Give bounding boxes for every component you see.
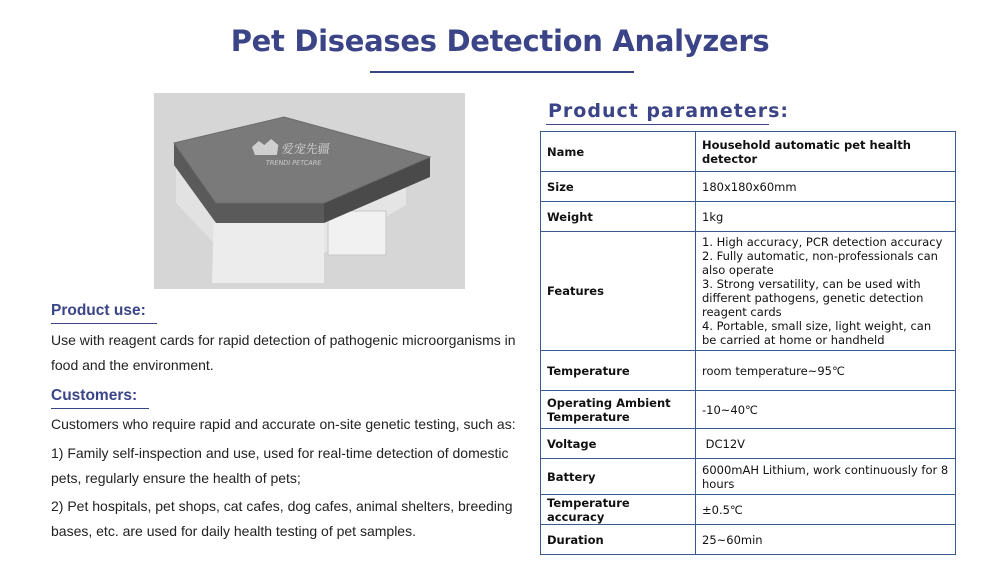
- param-row-duration: [541, 525, 956, 555]
- param-key: Temperature: [541, 351, 696, 391]
- param-value: ±0.5℃: [696, 495, 956, 525]
- param-key: Duration: [541, 525, 696, 555]
- params-table: [540, 131, 956, 555]
- param-row-temperature-accuracy: [541, 495, 956, 525]
- param-row-name: [541, 132, 956, 172]
- product-use-heading-text: Product use:: [51, 302, 146, 319]
- customers-heading-text: Customers:: [51, 387, 138, 404]
- param-key: Name: [541, 132, 696, 172]
- product-use-text: Use with reagent cards for rapid detection of pathogenic microorganisms in food and the environment.: [51, 332, 516, 373]
- param-row-weight: [541, 202, 956, 232]
- param-key: Operating Ambient Temperature: [541, 391, 696, 429]
- params-heading: Product parameters:: [548, 100, 789, 122]
- param-value: 180x180x60mm: [696, 172, 956, 202]
- param-key: Weight: [541, 202, 696, 232]
- customers-intro: Customers who require rapid and accurate on-site genetic testing, such as:: [51, 416, 516, 432]
- param-value: -10~40℃: [696, 391, 956, 429]
- param-key: Features: [541, 232, 696, 351]
- param-key: Size: [541, 172, 696, 202]
- param-row-battery: [541, 459, 956, 495]
- svg-text:TRENDI PETCARE: TRENDI PETCARE: [265, 159, 322, 167]
- param-row-ambient-temperature: [541, 391, 956, 429]
- customers-item-2: 2) Pet hospitals, pet shops, cat cafes, dog cafes, animal shelters, breeding bases, etc. are used for daily health testing of pet samples.: [51, 498, 513, 539]
- param-value: 25~60min: [696, 525, 956, 555]
- customers-underline: [51, 408, 149, 409]
- product-use-underline: [51, 323, 157, 324]
- param-key: Voltage: [541, 429, 696, 459]
- param-value: 1kg: [696, 202, 956, 232]
- param-key: Temperature accuracy: [541, 495, 696, 525]
- param-row-temperature: [541, 351, 956, 391]
- param-row-size: [541, 172, 956, 202]
- title-underline: [370, 71, 634, 73]
- product-use-heading: [51, 302, 146, 320]
- param-row-features: [541, 232, 956, 351]
- param-row-voltage: [541, 429, 956, 459]
- svg-text:爱宠先疆: 爱宠先疆: [280, 142, 331, 156]
- customers-item-1: 1) Family self-inspection and use, used for real-time detection of domestic pets, regularly ensure the health of pets;: [51, 445, 509, 486]
- param-value: room temperature~95℃: [696, 351, 956, 391]
- page-title: Pet Diseases Detection Analyzers: [230, 24, 770, 58]
- param-value: DC12V: [696, 429, 956, 459]
- param-value: Household automatic pet health detector: [696, 132, 956, 172]
- params-underline: [546, 124, 769, 125]
- product-image: [154, 93, 465, 289]
- param-value-features: [696, 232, 956, 351]
- feature-line: 3. Strong versatility, can be used with different pathogens, genetic detection reagent cards: [702, 277, 924, 319]
- param-key: Battery: [541, 459, 696, 495]
- analyzer-device-illustration: [154, 93, 465, 289]
- param-value: 6000mAH Lithium, work continuously for 8 hours: [696, 459, 956, 495]
- feature-line: 1. High accuracy, PCR detection accuracy: [702, 235, 943, 249]
- feature-line: 2. Fully automatic, non-professionals can also operate: [702, 249, 938, 277]
- customers-heading: [51, 387, 137, 405]
- feature-line: 4. Portable, small size, light weight, can be carried at home or handheld: [702, 319, 932, 347]
